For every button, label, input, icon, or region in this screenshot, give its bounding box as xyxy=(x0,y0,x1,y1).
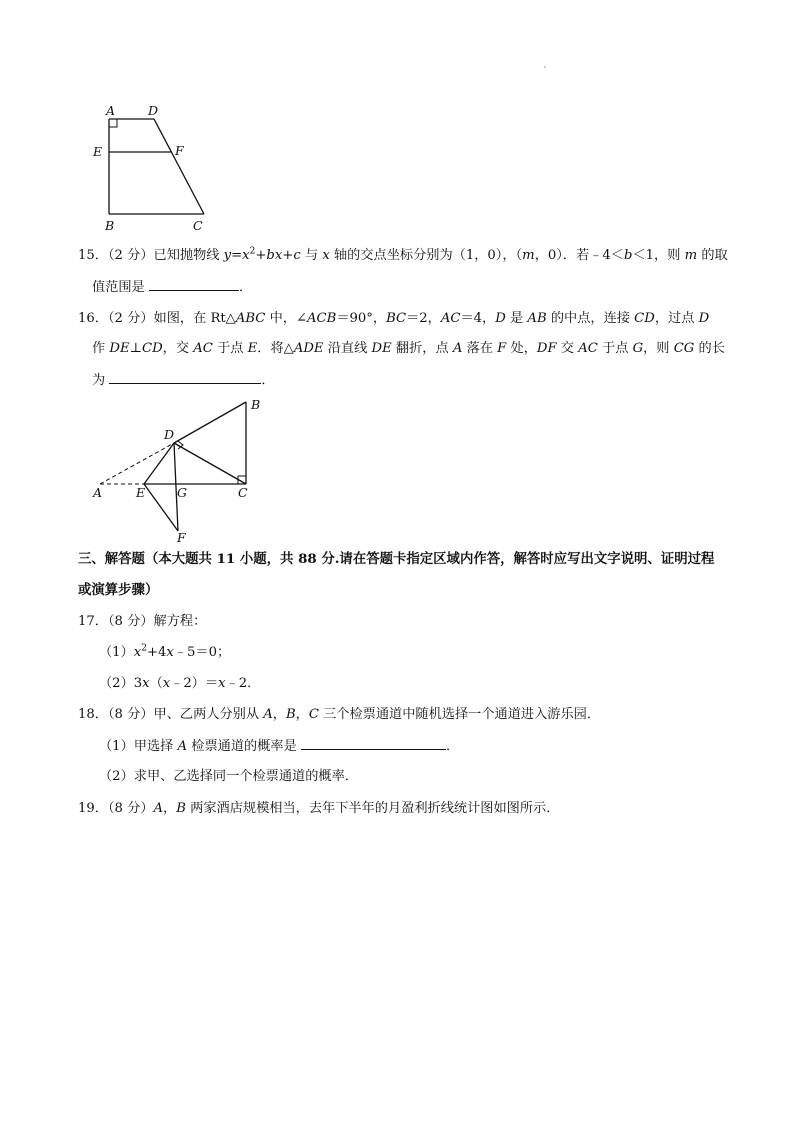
label-A: A xyxy=(106,103,116,118)
label-B: B xyxy=(105,218,115,233)
label-D: D xyxy=(164,427,175,442)
q18-part2: （2）求甲、乙选择同一个检票通道的概率． xyxy=(99,769,358,784)
label-E: E xyxy=(136,485,146,500)
label-C: C xyxy=(193,218,203,233)
seg-EF xyxy=(144,484,178,531)
label-D: D xyxy=(148,103,159,118)
q17-part1: $(1)x^2+4x﹣5=0$； xyxy=(99,643,231,660)
label-E: E xyxy=(93,144,103,159)
answer-blank-q18[interactable] xyxy=(301,736,446,750)
speck xyxy=(544,66,546,68)
fold-triangle-figure xyxy=(88,392,278,544)
q16-line3: 为 ． xyxy=(92,370,275,391)
q16-line1: 16．（2 分）如图，在 Rt△ABC 中，∠ACB＝90°，BC＝2，AC＝4，D 是 AB 的中点，连接 CD，过点 D xyxy=(78,311,710,326)
label-A: A xyxy=(93,485,103,500)
label-G: G xyxy=(177,485,187,500)
label-C: C xyxy=(238,485,248,500)
q16-line2: 作 DE⊥CD，交 AC 于点 E．将△ADE 沿直线 DE 翻折，点 A 落在 F 处，DF 交 AC 于点 G，则 CG 的长 xyxy=(92,341,725,356)
label-F: F xyxy=(177,530,186,544)
seg-DB xyxy=(174,402,246,443)
answer-blank-q15[interactable] xyxy=(149,277,239,291)
seg-AD-dashed xyxy=(100,443,174,484)
q19-line: 19．（8 分）A，B 两家酒店规模相当，去年下半年的月盈利折线统计图如图所示． xyxy=(78,801,560,816)
q17-part2: （2）3x（x﹣2）＝x﹣2． xyxy=(99,676,261,691)
q17-title: 17．（8 分）解方程： xyxy=(78,614,207,629)
answer-blank-q16[interactable] xyxy=(109,370,261,384)
q18-line1: 18．（8 分）甲、乙两人分别从 A，B，C 三个检票通道中随机选择一个通道进入游乐园． xyxy=(78,707,601,722)
section3-heading: 三、解答题（本大题共 11 小题，共 88 分.请在答题卡指定区域内作答，解答时应写出文字说明、证明过程 xyxy=(78,551,715,567)
q18-part1: （1）甲选择 A 检票通道的概率是 ． xyxy=(99,736,459,757)
label-B: B xyxy=(251,397,261,412)
q15-line1: 15．（2 分）已知抛物线 $y=x^2+bx+c$ 与 x 轴的交点坐标分别为（1，0），（m，0）．若﹣4＜b＜1，则 m 的取 xyxy=(78,246,728,263)
seg-DC xyxy=(154,119,204,214)
section3-heading-cont: 或演算步骤） xyxy=(78,582,159,598)
trapezoid-figure xyxy=(90,100,220,235)
right-angle-mark xyxy=(109,119,117,127)
seg-DC xyxy=(174,443,246,484)
q15-line2: 值范围是 ． xyxy=(92,277,252,298)
seg-DE xyxy=(144,443,174,484)
label-F: F xyxy=(175,143,184,158)
